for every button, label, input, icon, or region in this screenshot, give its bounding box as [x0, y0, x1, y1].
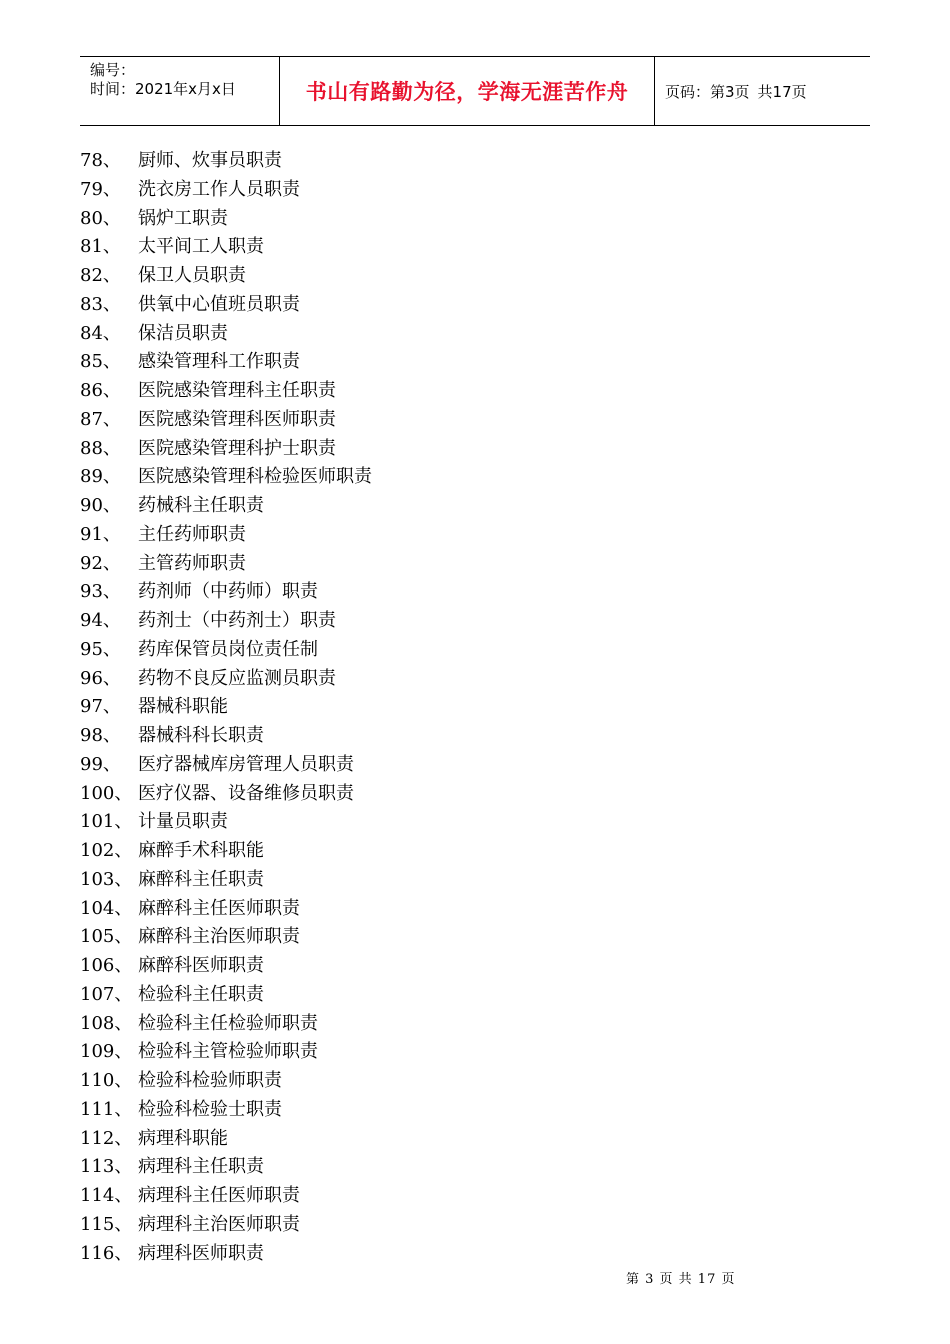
item-number: 103、 [80, 868, 133, 890]
list-item [80, 1211, 372, 1240]
list-item [80, 320, 372, 349]
item-text: 医院感染管理科护士职责 [138, 437, 336, 459]
item-number: 107、 [80, 983, 133, 1005]
list-item [80, 1038, 372, 1067]
item-number: 87、 [80, 408, 121, 430]
item-number: 116、 [80, 1242, 133, 1264]
item-text: 供氧中心值班员职责 [138, 293, 300, 315]
item-number: 78、 [80, 150, 121, 171]
item-text: 医院感染管理科主任职责 [138, 380, 336, 401]
item-number: 96、 [80, 667, 121, 689]
item-text: 感染管理科工作职责 [138, 351, 300, 373]
item-text: 检验科主管检验师职责 [138, 1041, 318, 1063]
item-number: 102、 [80, 840, 133, 861]
item-text: 麻醉科医师职责 [138, 955, 264, 976]
item-text: 洗衣房工作人员职责 [138, 178, 300, 200]
list-item [80, 837, 372, 866]
item-text: 检验科检验师职责 [138, 1070, 282, 1091]
item-text: 医院感染管理科医师职责 [138, 408, 336, 430]
item-text: 药物不良反应监测员职责 [138, 667, 336, 689]
item-number: 115、 [80, 1213, 133, 1235]
item-number: 90、 [80, 495, 121, 516]
date-line: 时间：2021年x月x日 [90, 80, 236, 98]
list-item [80, 406, 372, 435]
header-meta [80, 57, 280, 125]
item-number: 108、 [80, 1012, 133, 1034]
list-item [80, 262, 372, 291]
item-text: 药械科主任职责 [138, 495, 264, 516]
item-number: 86、 [80, 380, 121, 401]
item-text: 太平间工人职责 [138, 236, 264, 258]
list-item [80, 665, 372, 694]
item-text: 病理科主任职责 [138, 1156, 264, 1178]
item-text: 麻醉科主治医师职责 [138, 926, 300, 948]
list-item [80, 722, 372, 751]
list-item [80, 1010, 372, 1039]
list-item [80, 1240, 372, 1269]
item-number: 101、 [80, 811, 133, 833]
item-number: 94、 [80, 610, 121, 631]
item-text: 病理科医师职责 [138, 1242, 264, 1264]
item-text: 器械科科长职责 [138, 725, 264, 746]
list-item [80, 521, 372, 550]
header-page-label: 页码：第3页 [665, 82, 750, 101]
item-text: 麻醉手术科职能 [138, 840, 264, 861]
list-item [80, 147, 372, 176]
item-text: 医院感染管理科检验医师职责 [138, 466, 372, 488]
item-number: 109、 [80, 1041, 133, 1063]
list-item [80, 463, 372, 492]
item-text: 厨师、炊事员职责 [138, 150, 282, 171]
item-text: 医疗器械库房管理人员职责 [138, 753, 354, 775]
item-number: 83、 [80, 293, 121, 315]
item-text: 检验科检验士职责 [138, 1098, 282, 1120]
item-text: 计量员职责 [138, 811, 228, 833]
item-number: 84、 [80, 322, 121, 344]
list-item [80, 1067, 372, 1096]
item-text: 保卫人员职责 [138, 265, 246, 286]
list-item [80, 233, 372, 262]
list-item [80, 1125, 372, 1154]
item-number: 91、 [80, 523, 121, 545]
item-number: 82、 [80, 265, 121, 286]
list-item [80, 923, 372, 952]
list-item [80, 693, 372, 722]
list-item [80, 377, 372, 406]
list-item [80, 578, 372, 607]
list-item [80, 808, 372, 837]
item-number: 97、 [80, 696, 121, 718]
item-text: 麻醉科主任医师职责 [138, 897, 300, 919]
page-header [80, 56, 870, 126]
item-number: 112、 [80, 1127, 133, 1149]
item-text: 医疗仪器、设备维修员职责 [138, 782, 354, 804]
list-item [80, 952, 372, 981]
header-motto: 书山有路勤为径，学海无涯苦作舟 [280, 57, 655, 125]
list-item [80, 492, 372, 521]
item-number: 80、 [80, 207, 121, 229]
serial-label: 编号： [90, 61, 136, 79]
item-number: 114、 [80, 1185, 133, 1206]
list-item [80, 205, 372, 234]
list-item [80, 176, 372, 205]
item-number: 81、 [80, 236, 121, 258]
duty-list [80, 147, 372, 1268]
item-text: 药剂师（中药师）职责 [138, 581, 318, 603]
list-item [80, 1153, 372, 1182]
item-number: 98、 [80, 725, 121, 746]
item-number: 100、 [80, 782, 133, 804]
item-text: 锅炉工职责 [138, 207, 228, 229]
list-item [80, 866, 372, 895]
header-page-info [655, 57, 870, 125]
item-number: 111、 [80, 1098, 133, 1120]
list-item [80, 607, 372, 636]
list-item [80, 291, 372, 320]
list-item [80, 550, 372, 579]
item-number: 106、 [80, 955, 133, 976]
item-text: 检验科主任检验师职责 [138, 1012, 318, 1034]
item-number: 110、 [80, 1070, 133, 1091]
item-text: 器械科职能 [138, 696, 228, 718]
item-text: 病理科主治医师职责 [138, 1213, 300, 1235]
item-number: 99、 [80, 753, 121, 775]
item-number: 93、 [80, 581, 121, 603]
item-number: 85、 [80, 351, 121, 373]
item-text: 病理科职能 [138, 1127, 228, 1149]
item-text: 主任药师职责 [138, 523, 246, 545]
item-number: 89、 [80, 466, 121, 488]
list-item [80, 895, 372, 924]
item-text: 保洁员职责 [138, 322, 228, 344]
item-number: 113、 [80, 1156, 133, 1178]
item-number: 104、 [80, 897, 133, 919]
item-text: 麻醉科主任职责 [138, 868, 264, 890]
item-number: 92、 [80, 552, 121, 574]
item-text: 检验科主任职责 [138, 983, 264, 1005]
list-item [80, 981, 372, 1010]
page-footer: 第 3 页 共 17 页 [626, 1272, 736, 1287]
item-text: 病理科主任医师职责 [138, 1185, 300, 1206]
list-item [80, 751, 372, 780]
list-item [80, 1096, 372, 1125]
list-item [80, 435, 372, 464]
header-total-label: 共17页 [757, 82, 807, 101]
item-number: 105、 [80, 926, 133, 948]
item-text: 主管药师职责 [138, 552, 246, 574]
item-text: 药库保管员岗位责任制 [138, 638, 318, 660]
item-number: 95、 [80, 638, 121, 660]
list-item [80, 1182, 372, 1211]
list-item [80, 780, 372, 809]
item-text: 药剂士（中药剂士）职责 [138, 610, 336, 631]
item-number: 79、 [80, 178, 121, 200]
list-item [80, 636, 372, 665]
item-number: 88、 [80, 437, 121, 459]
list-item [80, 348, 372, 377]
